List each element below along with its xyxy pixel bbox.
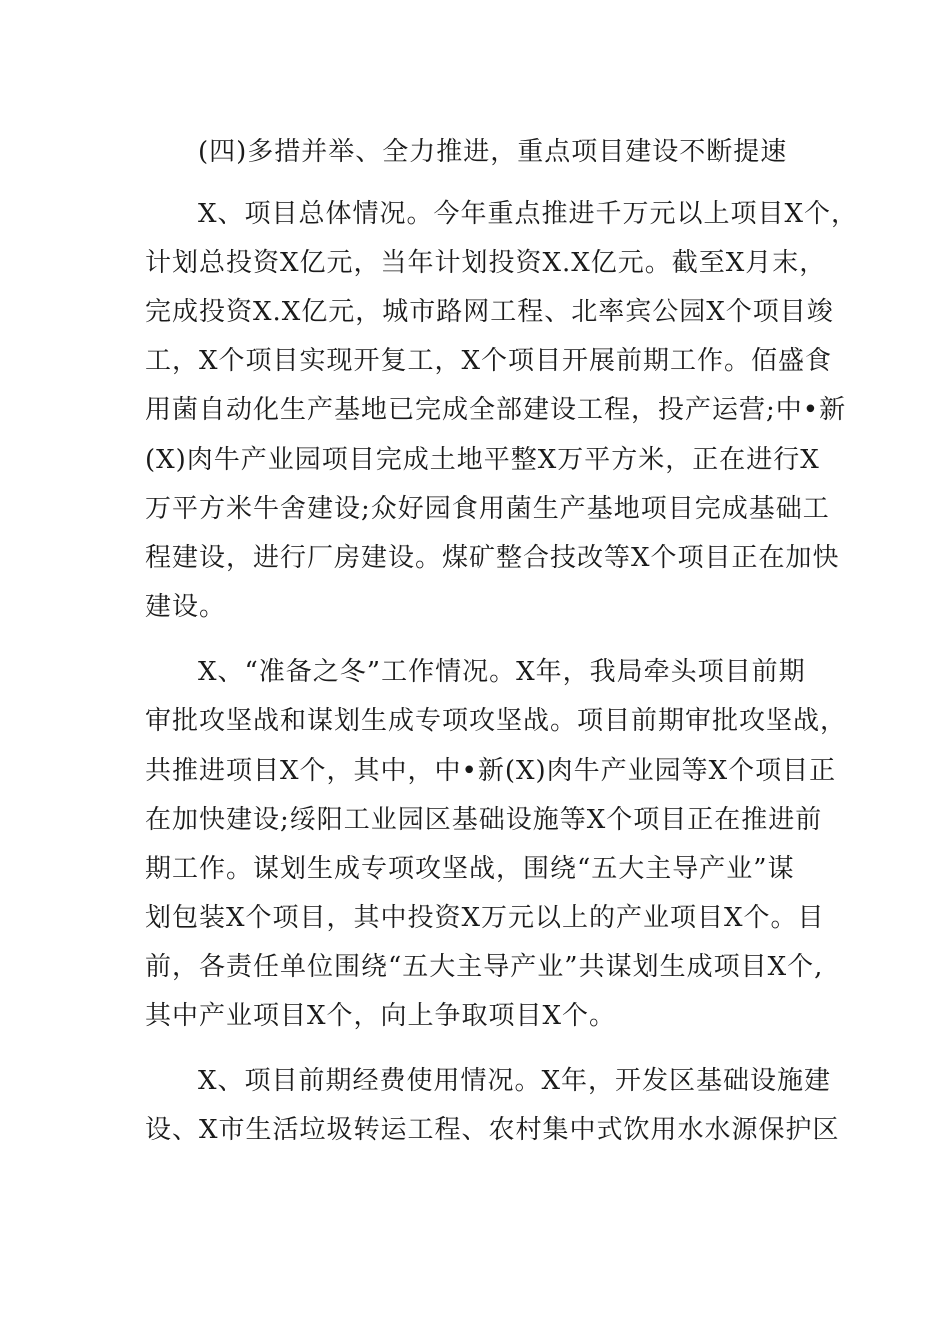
text-line: 计划总投资X亿元，当年计划投资X.X亿元。截至X月末，: [145, 248, 827, 278]
text-line: (X)肉牛产业园项目完成土地平整X万平方米，正在进行X: [145, 445, 820, 475]
text-line: 用菌自动化生产基地已完成全部建设工程，投产运营;中•新: [145, 395, 847, 425]
text-line: X、项目总体情况。今年重点推进千万元以上项目X个，: [198, 199, 859, 229]
text-line: 万平方米牛舍建设;众好园食用菌生产基地项目完成基础工: [145, 494, 830, 524]
text-line: 审批攻坚战和谋划生成专项攻坚战。项目前期审批攻坚战，: [145, 706, 848, 736]
text-line: 划包装X个项目，其中投资X万元以上的产业项目X个。目: [145, 903, 825, 933]
text-line: 其中产业项目X个，向上争取项目X个。: [145, 1001, 617, 1031]
text-line: 程建设，进行厂房建设。煤矿整合技改等X个项目正在加快: [145, 543, 840, 573]
text-line: 前，各责任单位围绕“五大主导产业”共谋划生成项目X个,: [145, 952, 824, 982]
text-line: X、项目前期经费使用情况。X年，开发区基础设施建: [198, 1066, 832, 1096]
text-line: 期工作。谋划生成专项攻坚战，围绕“五大主导产业”谋: [145, 854, 795, 884]
section-heading: (四)多措并举、全力推进，重点项目建设不断提速: [198, 137, 788, 167]
text-line: 工，X个项目实现开复工，X个项目开展前期工作。佰盛食: [145, 346, 833, 376]
text-line: 设、X市生活垃圾转运工程、农村集中式饮用水水源保护区: [145, 1115, 840, 1145]
text-line: 完成投资X.X亿元，城市路网工程、北率宾公园X个项目竣: [145, 297, 834, 327]
text-line: 建设。: [145, 592, 227, 622]
text-line: 在加快建设;绥阳工业园区基础设施等X个项目正在推进前: [145, 805, 823, 835]
text-line: 共推进项目X个，其中，中•新(X)肉牛产业园等X个项目正: [145, 756, 837, 786]
text-line: X、“准备之冬”工作情况。X年，我局牵头项目前期: [198, 657, 806, 687]
